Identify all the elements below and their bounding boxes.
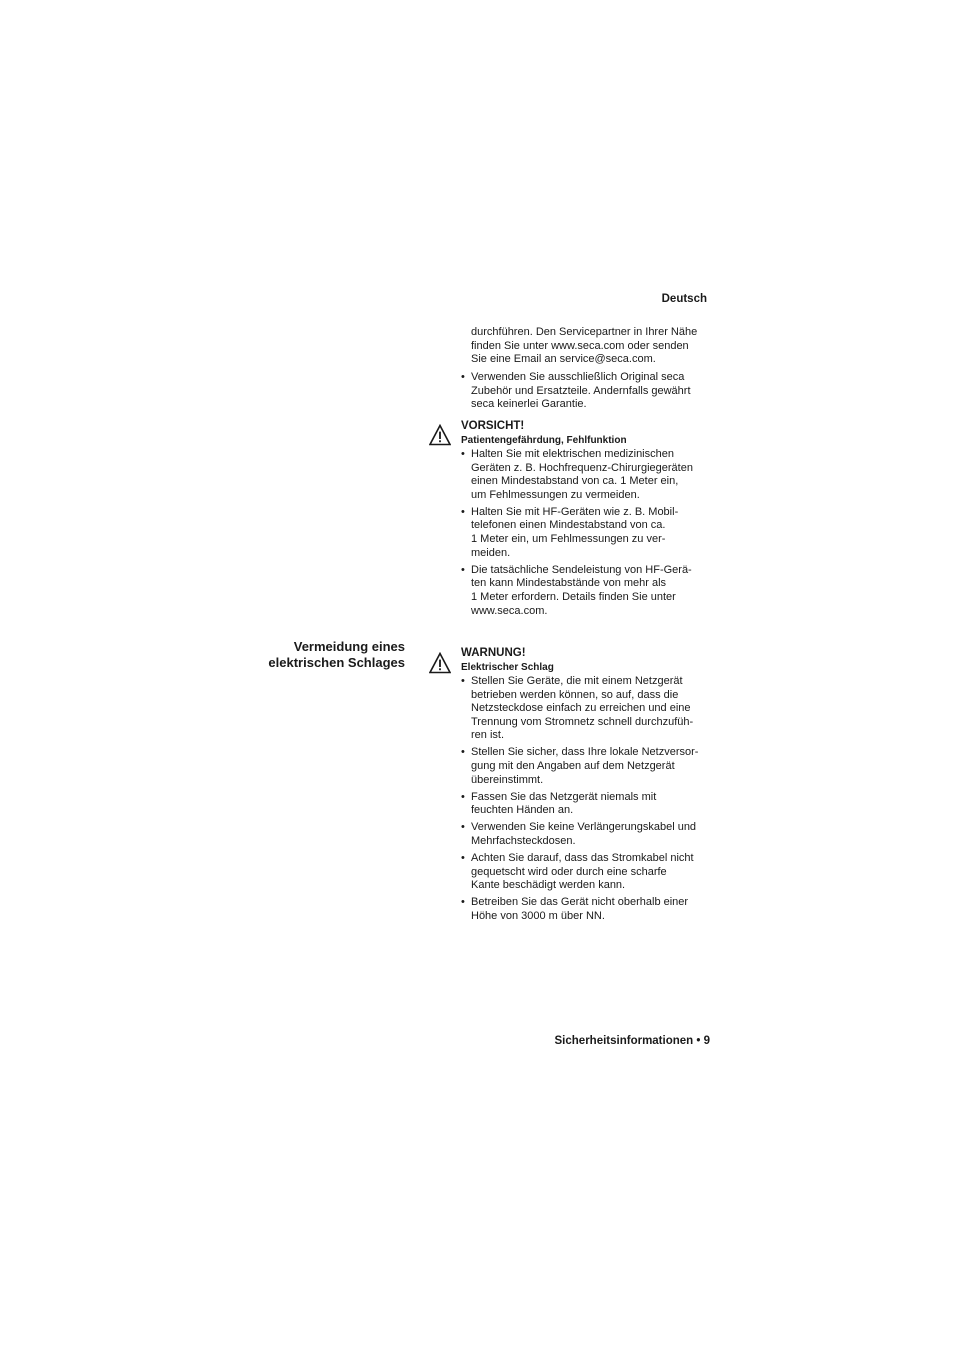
text-line: Sie eine Email an service@seca.com.	[471, 353, 656, 366]
text-line: gung mit den Angaben auf dem Netzgerät	[471, 760, 675, 773]
text-line: seca keinerlei Garantie.	[471, 398, 587, 411]
text-line: • Fassen Sie das Netzgerät niemals mit	[471, 790, 657, 803]
bullet-text	[471, 791, 716, 818]
bullet-item	[461, 371, 716, 412]
section-heading-line: Vermeidung eines	[293, 639, 405, 654]
warning-triangle-icon	[429, 652, 451, 674]
text-line: • Halten Sie mit HF-Geräten wie z. B. Mobil-	[471, 505, 679, 518]
text-line: betrieben werden können, so auf, dass die	[471, 688, 679, 701]
text-line: • Stellen Sie sicher, dass Ihre lokale Netzversor-	[471, 746, 699, 759]
bullet-text	[471, 852, 716, 893]
text-line: Trennung vom Stromnetz schnell durchzufüh-	[471, 715, 694, 728]
text-line: finden Sie unter www.seca.com oder senden	[471, 339, 689, 352]
bullet-text	[471, 448, 716, 502]
text-line: • Verwenden Sie ausschließlich Original seca	[471, 371, 685, 383]
bullet-item	[461, 896, 716, 923]
caution-subtitle: Patientengefährdung, Fehlfunktion	[461, 435, 627, 446]
bullet-text	[471, 506, 716, 560]
text-line: Zubehör und Ersatzteile. Andernfalls gewährt	[471, 384, 691, 397]
text-line: übereinstimmt.	[471, 773, 544, 786]
text-line: gequetscht wird oder durch eine scharfe	[471, 865, 667, 878]
text-line: • Achten Sie darauf, dass das Stromkabel nicht	[471, 852, 694, 865]
text-line: einen Mindestabstand von ca. 1 Meter ein,	[471, 475, 679, 488]
bullet-item	[461, 821, 716, 848]
caution-bullet-list	[461, 448, 716, 622]
bullet-item	[461, 564, 716, 618]
text-line: • Stellen Sie Geräte, die mit einem Netzgerät	[471, 675, 683, 687]
page-footer: Sicherheitsinformationen • 9	[554, 1035, 710, 1047]
bullet-item	[461, 448, 716, 502]
continued-paragraph	[471, 326, 716, 367]
text-line: Netzsteckdose einfach zu erreichen und eine	[471, 702, 691, 715]
text-line: www.seca.com.	[471, 604, 548, 617]
text-line: Höhe von 3000 m über NN.	[471, 910, 605, 922]
bullet-text	[471, 371, 716, 412]
bullet-text	[471, 746, 716, 787]
text-line: meiden.	[471, 546, 511, 559]
text-line: Mehrfachsteckdosen.	[471, 835, 576, 848]
text-line: um Fehlmessungen zu vermeiden.	[471, 488, 640, 501]
bullet-item	[461, 852, 716, 893]
section-heading-line: elektrischen Schlages	[268, 655, 405, 670]
text-line: feuchten Händen an.	[471, 804, 574, 817]
text-line: 1 Meter erfordern. Details finden Sie unter	[471, 590, 676, 603]
caution-title: VORSICHT!	[461, 420, 525, 432]
text-line: • Die tatsächliche Sendeleistung von HF-Gerä-	[471, 563, 692, 576]
text-line: telefonen einen Mindestabstand von ca.	[471, 519, 666, 532]
language-label: Deutsch	[661, 293, 707, 305]
warning-triangle-icon	[429, 424, 451, 446]
bullet-text	[471, 675, 716, 743]
warning-title: WARNUNG!	[461, 647, 526, 659]
continued-paragraph-lines	[471, 326, 716, 367]
bullet-item	[461, 675, 716, 743]
warning-bullet-list	[461, 675, 716, 927]
text-line: ten kann Mindestabstände von mehr als	[471, 577, 667, 590]
text-line: • Betreiben Sie das Gerät nicht oberhalb einer	[471, 896, 689, 909]
bullet-item	[461, 791, 716, 818]
text-line: ren ist.	[471, 729, 505, 742]
bullet-item	[461, 506, 716, 560]
text-line: Geräten z. B. Hochfrequenz-Chirurgiegeräten	[471, 461, 693, 474]
bullet-text	[471, 821, 716, 848]
warning-subtitle: Elektrischer Schlag	[461, 662, 554, 673]
bullet-item	[461, 746, 716, 787]
text-line: • Halten Sie mit elektrischen medizinischen	[471, 448, 674, 460]
intro-bullet-list	[461, 371, 716, 415]
text-line: Kante beschädigt werden kann.	[471, 879, 626, 892]
section-heading	[230, 639, 405, 671]
bullet-text	[471, 564, 716, 618]
text-line: • Verwenden Sie keine Verlängerungskabel und	[471, 821, 697, 834]
text-line: durchführen. Den Servicepartner in Ihrer Nähe	[471, 326, 698, 338]
bullet-text	[471, 896, 716, 923]
text-line: 1 Meter ein, um Fehlmessungen zu ver-	[471, 533, 666, 546]
